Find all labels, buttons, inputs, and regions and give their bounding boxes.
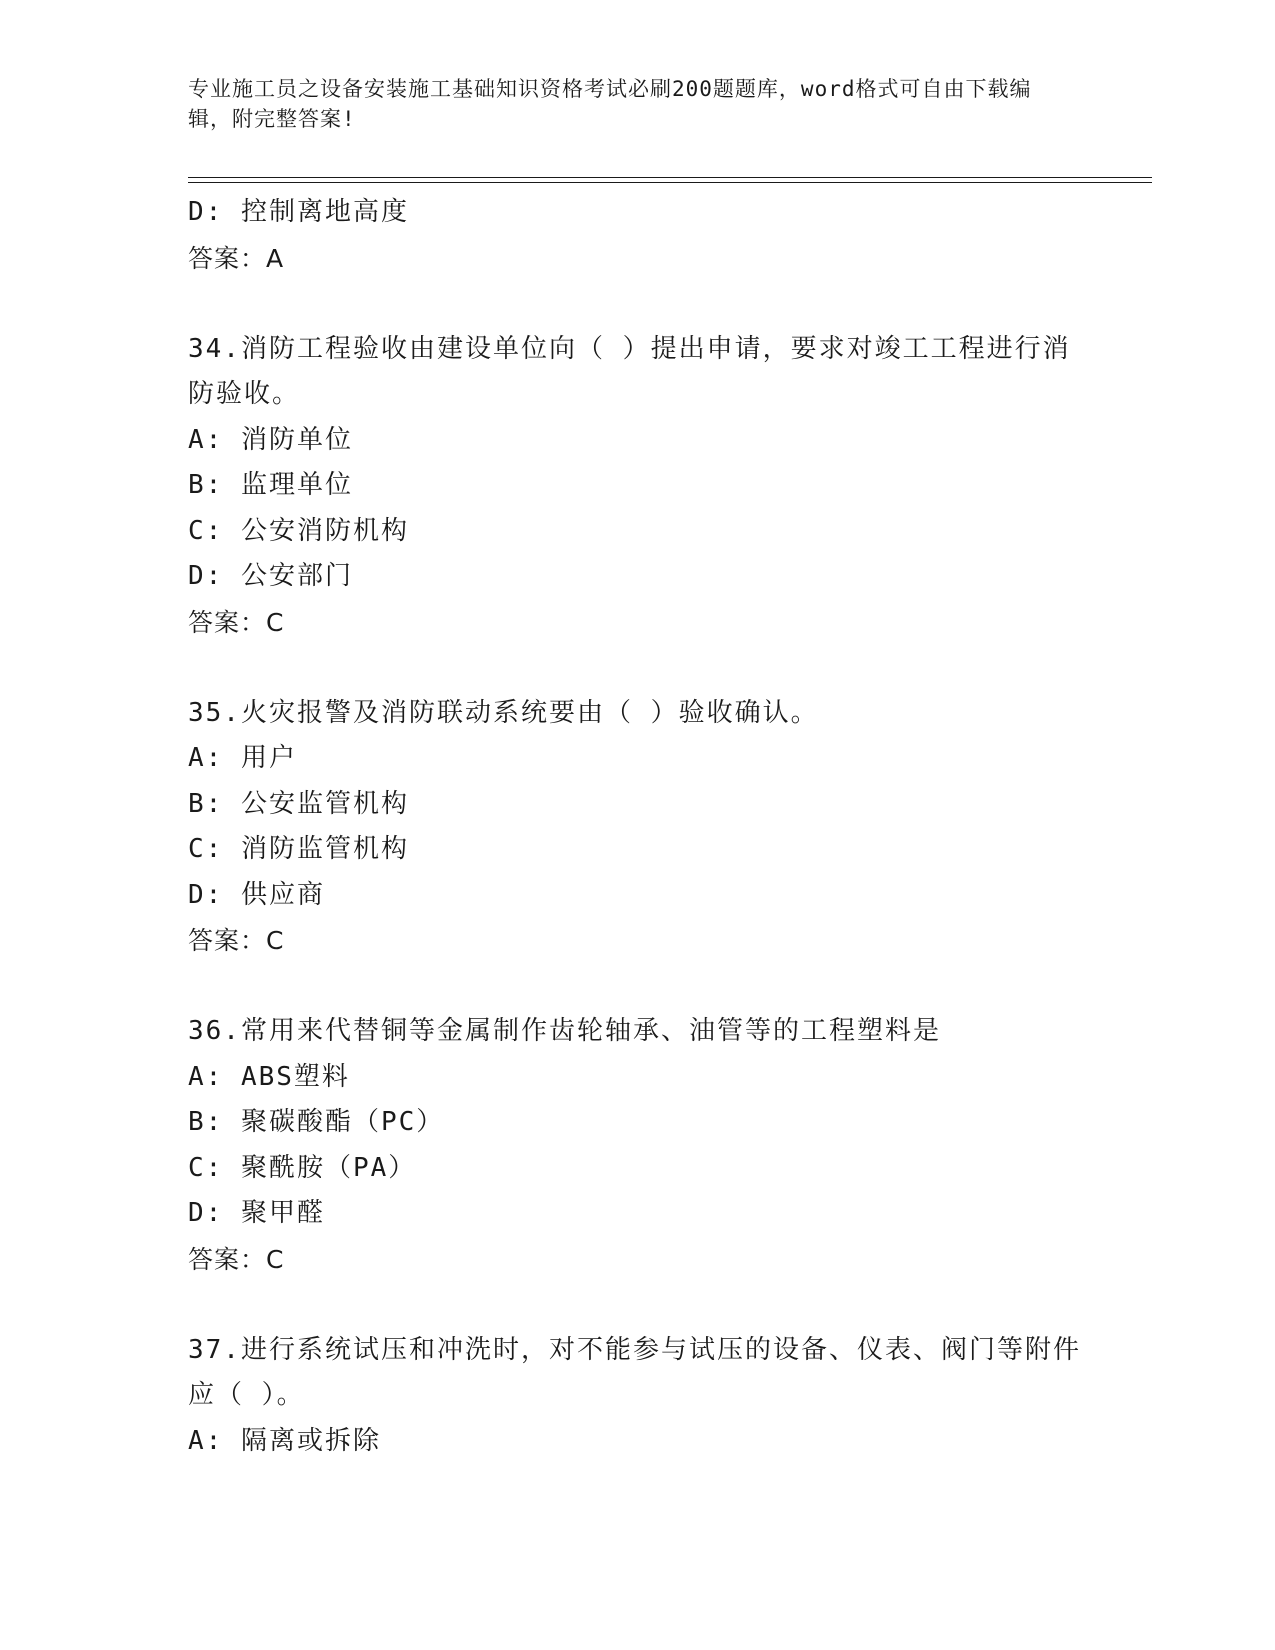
option-b: B: 公安监管机构 [188, 788, 409, 819]
option-d: D: 聚甲醛 [188, 1198, 325, 1228]
document-header: 专业施工员之设备安装施工基础知识资格考试必刷200题题库，word格式可自由下载编辑，附完整答案! [188, 77, 1032, 131]
spacer [188, 645, 1088, 691]
option-c: C: 聚酰胺（PA） [188, 1152, 417, 1183]
answer: 答案：A [188, 243, 285, 273]
question-34 [188, 327, 1088, 646]
answer: 答案：C [188, 607, 285, 637]
spacer [188, 1282, 1088, 1328]
option-d: D: 控制离地高度 [188, 197, 409, 227]
answer: 答案：C [188, 926, 285, 955]
spacer [188, 281, 1088, 327]
option-c: C: 公安消防机构 [188, 515, 409, 546]
option-c: C: 消防监管机构 [188, 834, 409, 864]
option-b: B: 聚碳酸酯（PC） [188, 1107, 445, 1137]
answer: 答案：C [188, 1244, 285, 1274]
option-a: A: 隔离或拆除 [188, 1425, 381, 1456]
option-a: A: 消防单位 [188, 424, 353, 455]
question-35 [188, 691, 1088, 964]
spacer [188, 964, 1088, 1010]
option-a: A: 用户 [188, 743, 297, 773]
header-divider-top [188, 177, 1152, 178]
option-d: D: 供应商 [188, 879, 325, 910]
option-d: D: 公安部门 [188, 561, 353, 591]
option-a: A: ABS塑料 [188, 1061, 350, 1092]
question-37 [188, 1328, 1088, 1465]
option-b: B: 监理单位 [188, 470, 353, 500]
question-stem: 35.火灾报警及消防联动系统要由（ ）验收确认。 [188, 697, 819, 728]
question-stem: 36.常用来代替铜等金属制作齿轮轴承、油管等的工程塑料是 [188, 1016, 941, 1046]
question-list [188, 190, 1088, 1464]
question-stem: 37.进行系统试压和冲洗时，对不能参与试压的设备、仪表、阀门等附件应（ ）。 [188, 1334, 1081, 1410]
header-divider-bottom [188, 182, 1152, 183]
question-36 [188, 1009, 1088, 1282]
question-stem: 34.消防工程验收由建设单位向（ ）提出申请，要求对竣工工程进行消防验收。 [188, 333, 1071, 409]
